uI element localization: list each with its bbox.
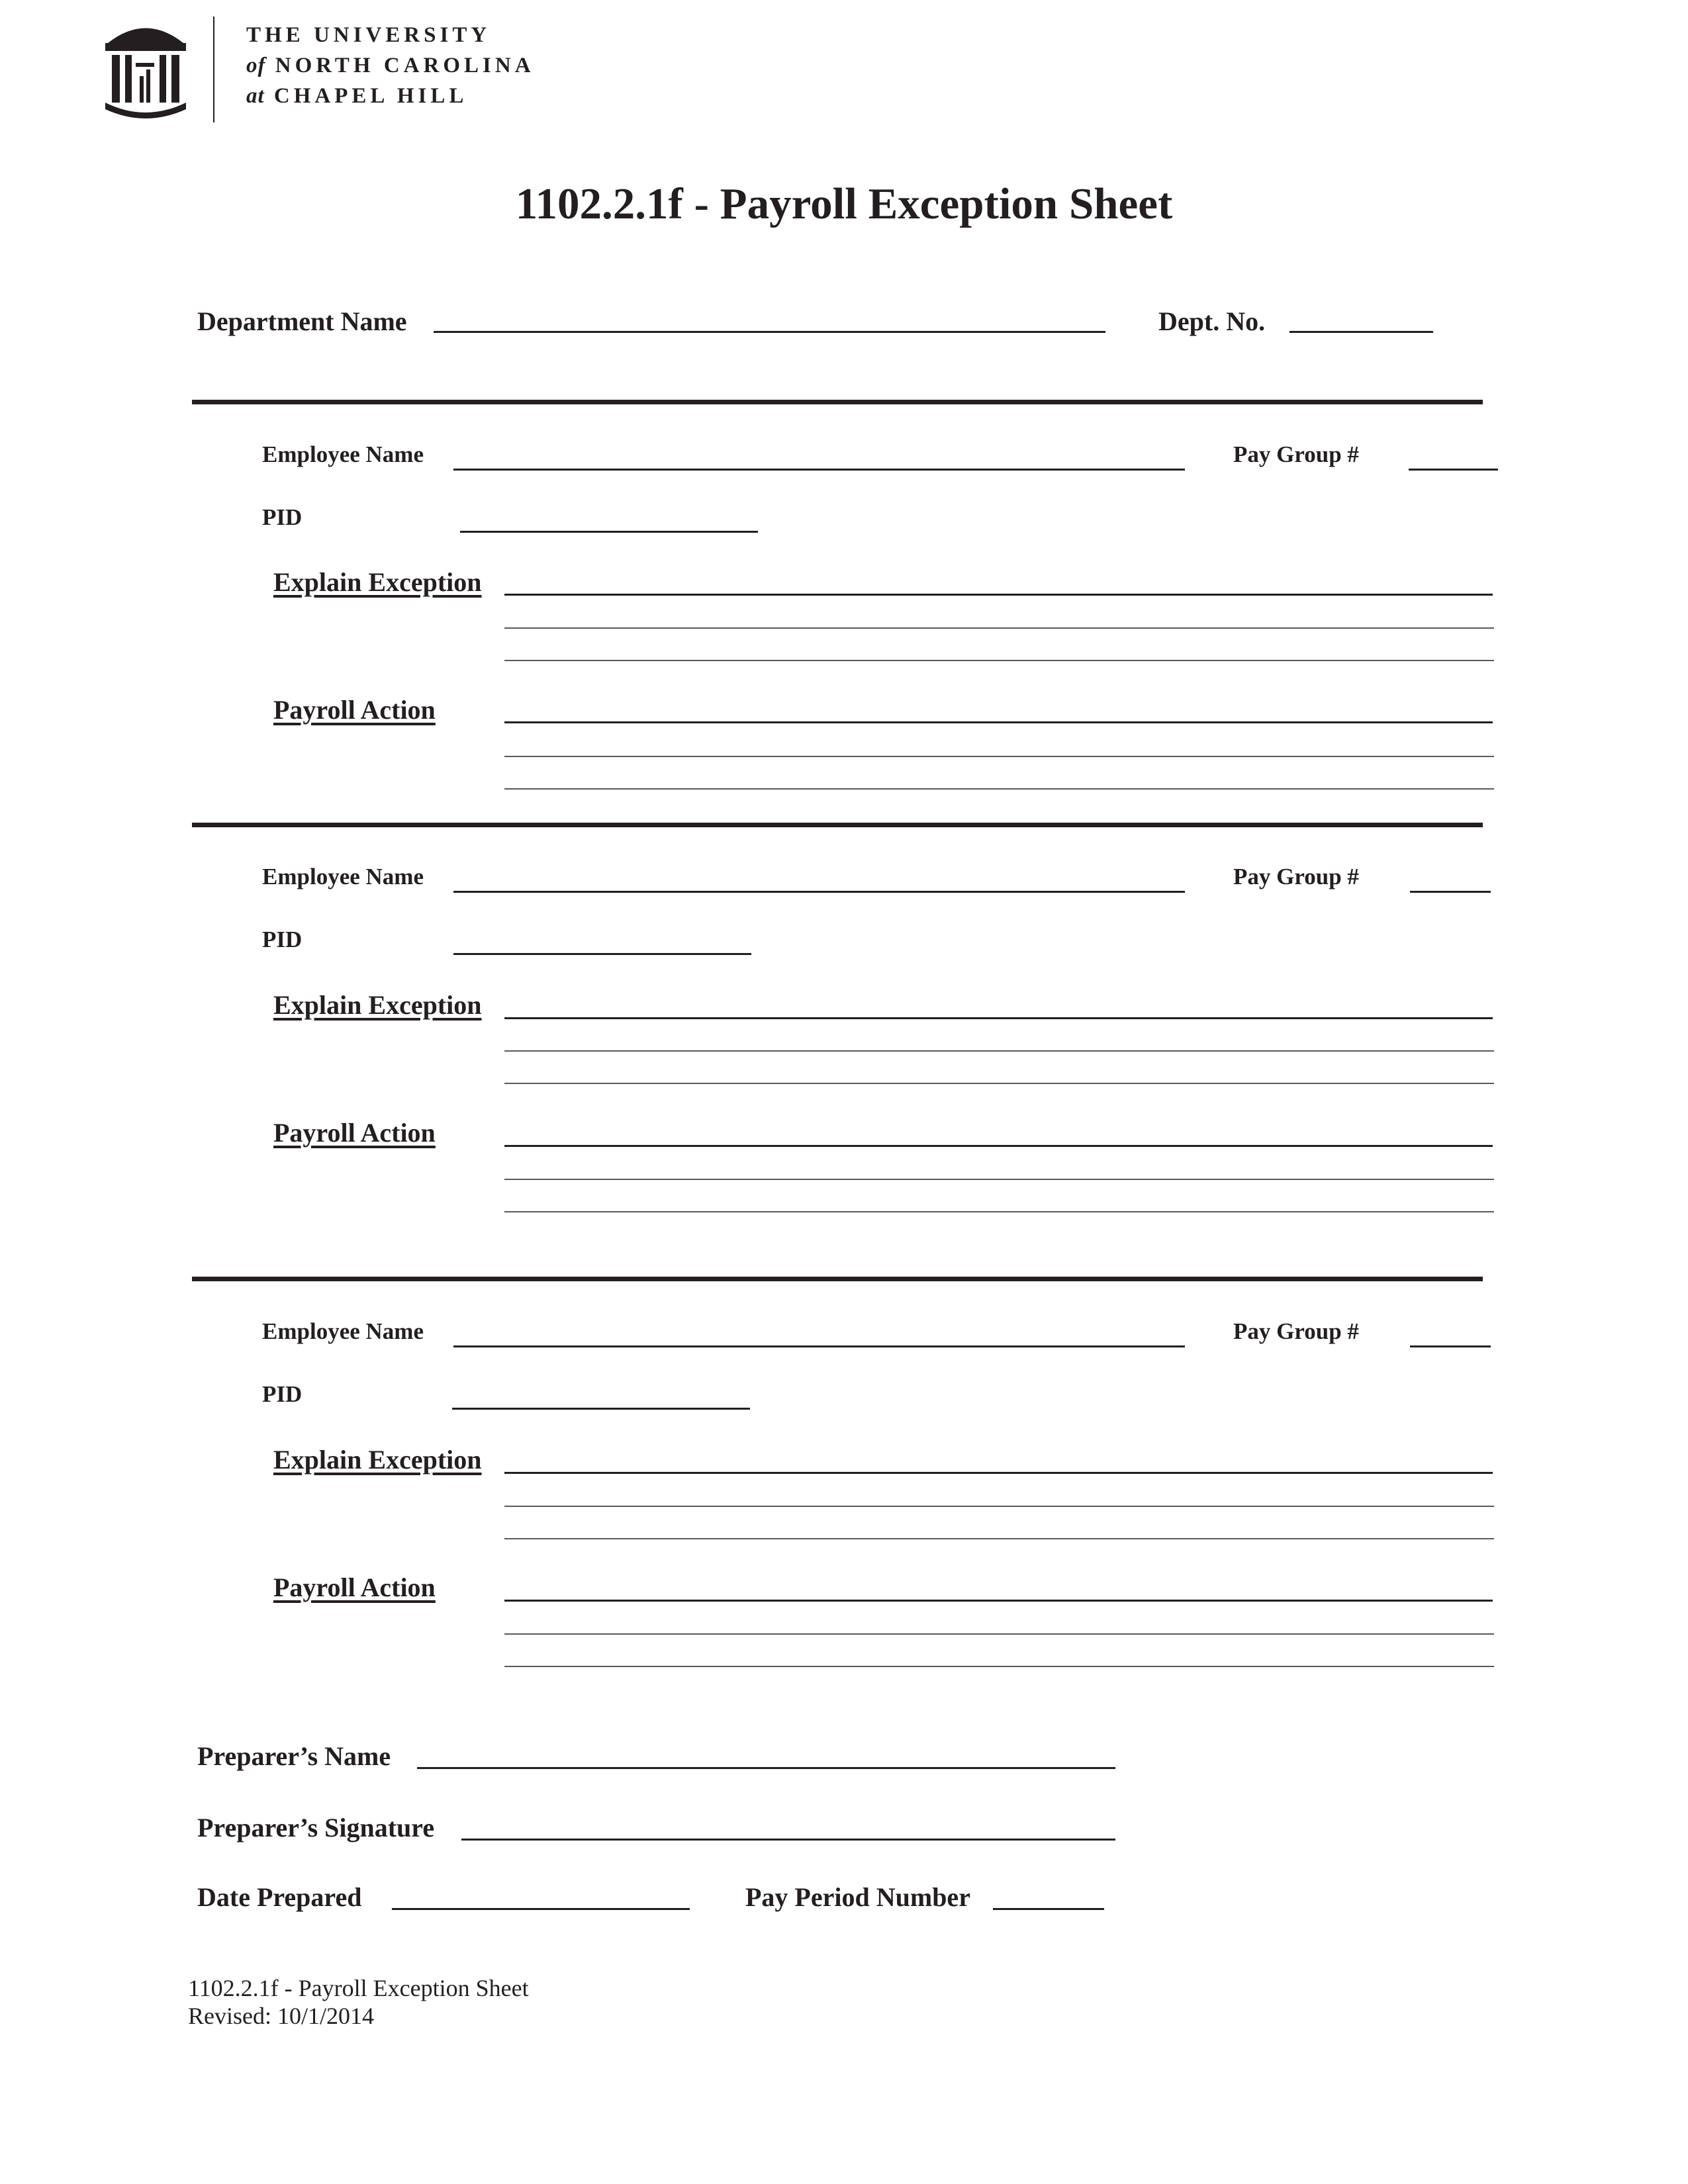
pay-period-number-field[interactable] xyxy=(993,1908,1104,1910)
wordmark-at: at xyxy=(246,84,265,108)
payroll-action-line-3[interactable] xyxy=(504,1211,1494,1212)
pay-group-field[interactable] xyxy=(1409,469,1498,471)
pid-field[interactable] xyxy=(460,531,758,533)
pid-label: PID xyxy=(262,1381,303,1407)
section-divider xyxy=(192,1277,1483,1281)
pay-group-label: Pay Group # xyxy=(1233,864,1359,889)
pay-group-field[interactable] xyxy=(1410,1345,1491,1347)
payroll-action-line-3[interactable] xyxy=(504,788,1494,790)
wordmark-of: of xyxy=(246,54,266,77)
pid-label: PID xyxy=(262,504,303,530)
section-divider xyxy=(192,823,1483,827)
explain-exception-label: Explain Exception xyxy=(273,1445,482,1475)
date-prepared-label: Date Prepared xyxy=(197,1882,362,1912)
explain-exception-line-3[interactable] xyxy=(504,660,1494,661)
logo-divider xyxy=(213,17,214,122)
dept-no-field[interactable] xyxy=(1289,331,1433,333)
explain-exception-label: Explain Exception xyxy=(273,990,482,1020)
explain-exception-line-3[interactable] xyxy=(504,1538,1494,1539)
section-divider xyxy=(192,400,1483,404)
explain-exception-line-1[interactable] xyxy=(504,1472,1493,1474)
explain-exception-line-3[interactable] xyxy=(504,1083,1494,1084)
payroll-action-label: Payroll Action xyxy=(273,1118,436,1148)
employee-name-field[interactable] xyxy=(453,1345,1185,1347)
wordmark-north-carolina: NORTH CAROLINA xyxy=(275,54,535,77)
department-name-field[interactable] xyxy=(434,331,1105,333)
footer-form-name: 1102.2.1f - Payroll Exception Sheet xyxy=(188,1975,529,2001)
employee-name-label: Employee Name xyxy=(262,864,424,889)
preparer-name-field[interactable] xyxy=(417,1767,1115,1769)
preparer-signature-field[interactable] xyxy=(461,1839,1115,1841)
pay-group-field[interactable] xyxy=(1410,891,1491,893)
explain-exception-line-2[interactable] xyxy=(504,1050,1494,1052)
wordmark-line-2 xyxy=(246,50,535,81)
pay-group-label: Pay Group # xyxy=(1233,1318,1359,1344)
payroll-action-label: Payroll Action xyxy=(273,1572,436,1602)
explain-exception-line-1[interactable] xyxy=(504,1017,1493,1019)
pay-period-number-label: Pay Period Number xyxy=(745,1882,970,1912)
payroll-action-line-2[interactable] xyxy=(504,756,1494,757)
old-well-icon xyxy=(103,17,189,119)
payroll-action-line-3[interactable] xyxy=(504,1666,1494,1667)
employee-name-field[interactable] xyxy=(453,891,1185,893)
payroll-action-line-1[interactable] xyxy=(504,1145,1493,1147)
explain-exception-label: Explain Exception xyxy=(273,567,482,597)
payroll-action-line-2[interactable] xyxy=(504,1179,1494,1180)
date-prepared-field[interactable] xyxy=(392,1908,690,1910)
university-logo xyxy=(103,17,189,119)
employee-name-label: Employee Name xyxy=(262,1318,424,1344)
payroll-action-line-2[interactable] xyxy=(504,1633,1494,1635)
wordmark-chapel-hill: CHAPEL HILL xyxy=(273,84,468,108)
explain-exception-line-1[interactable] xyxy=(504,594,1493,596)
payroll-action-line-1[interactable] xyxy=(504,721,1493,723)
payroll-action-line-1[interactable] xyxy=(504,1600,1493,1602)
pay-group-label: Pay Group # xyxy=(1233,441,1359,467)
pid-field[interactable] xyxy=(452,1408,750,1410)
pid-field[interactable] xyxy=(453,953,751,955)
preparer-signature-label: Preparer’s Signature xyxy=(197,1813,435,1843)
payroll-action-label: Payroll Action xyxy=(273,695,436,725)
page-title: 1102.2.1f - Payroll Exception Sheet xyxy=(515,179,1173,228)
employee-name-field[interactable] xyxy=(453,469,1185,471)
footer-revised-date: Revised: 10/1/2014 xyxy=(188,2003,374,2029)
pid-label: PID xyxy=(262,927,303,952)
university-wordmark xyxy=(246,20,535,111)
explain-exception-line-2[interactable] xyxy=(504,627,1494,629)
wordmark-line-1: THE UNIVERSITY xyxy=(246,23,491,47)
dept-no-label: Dept. No. xyxy=(1158,306,1266,336)
department-name-label: Department Name xyxy=(197,306,407,336)
wordmark-line-3 xyxy=(246,81,535,111)
preparer-name-label: Preparer’s Name xyxy=(197,1741,391,1771)
explain-exception-line-2[interactable] xyxy=(504,1506,1494,1507)
employee-name-label: Employee Name xyxy=(262,441,424,467)
